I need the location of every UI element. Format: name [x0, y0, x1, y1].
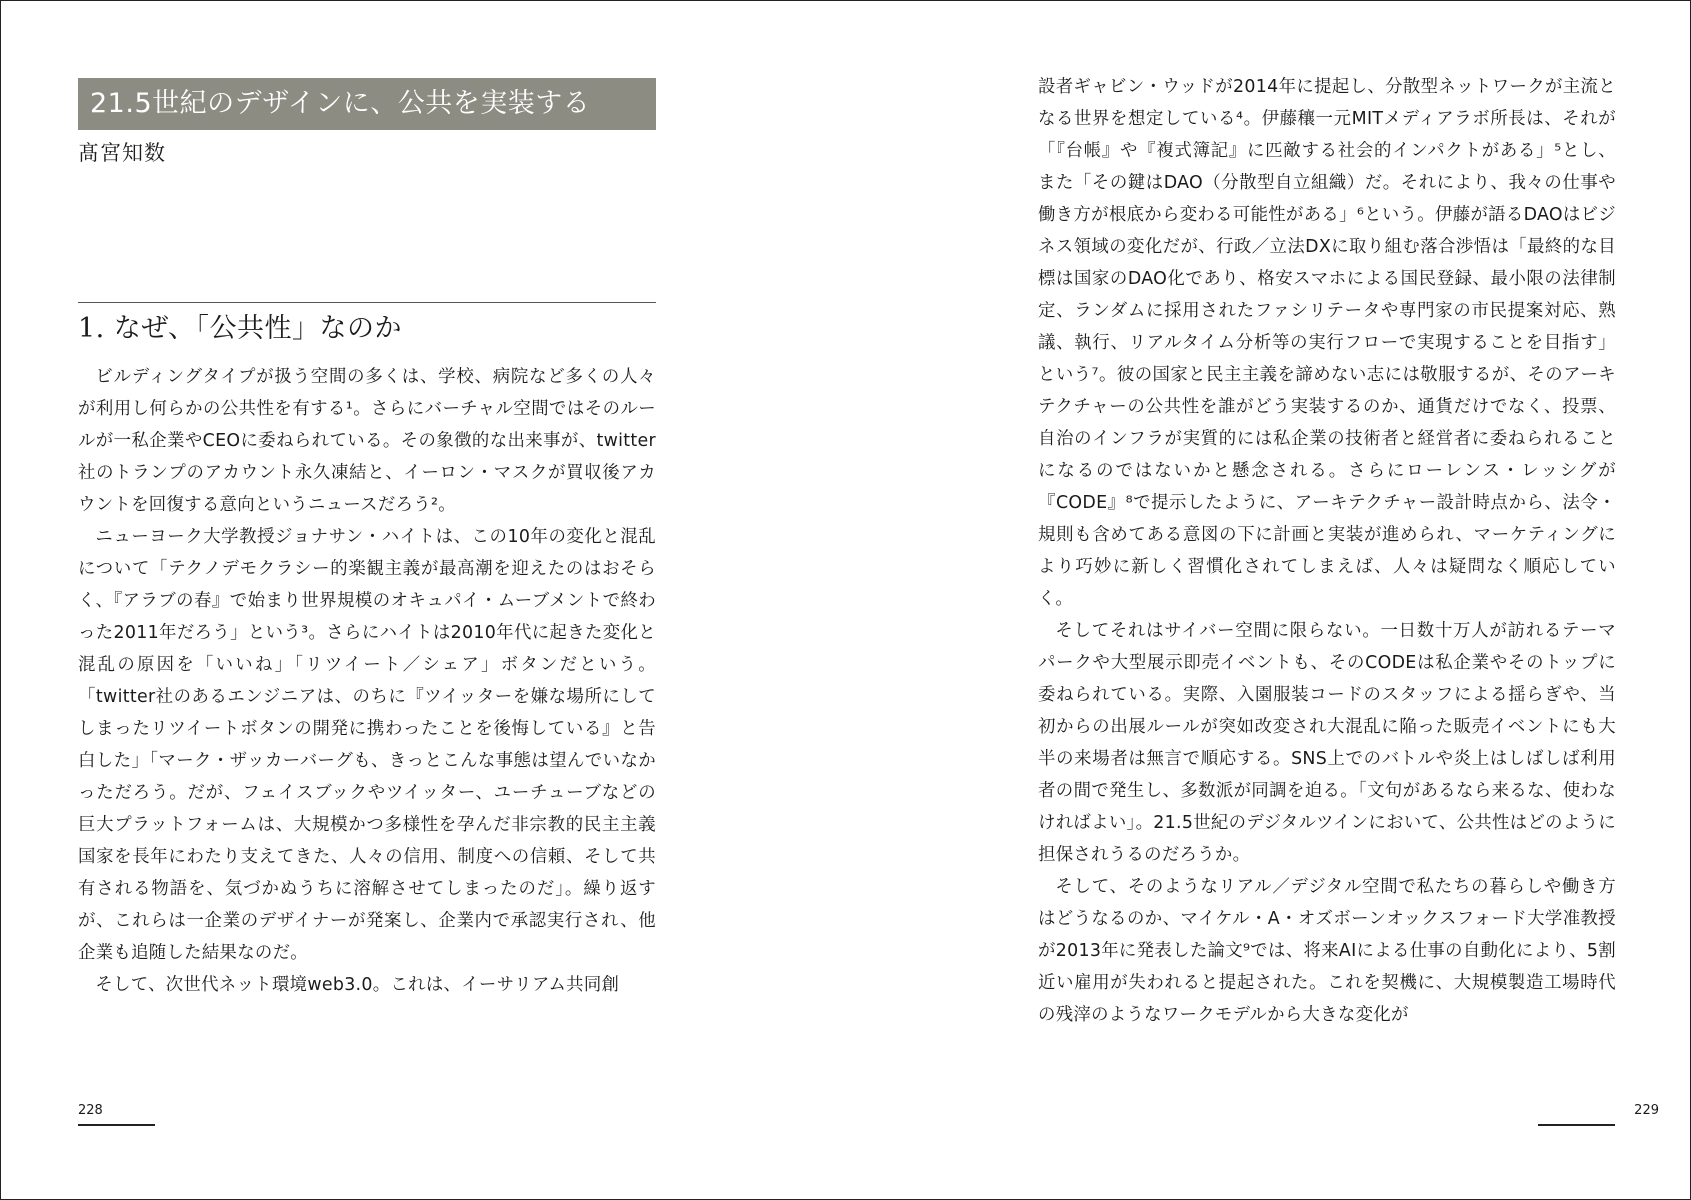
section-heading: 1. なぜ、「公共性」なのか: [78, 313, 403, 344]
author-name: 髙宮知数: [78, 141, 166, 165]
page-number-rule: [78, 1124, 155, 1126]
section-divider: [78, 302, 656, 303]
paragraph: そして、そのようなリアル／デジタル空間で私たちの暮らしや働き方はどうなるのか、マイケル・A・オズボーンオックスフォード大学准教授が2013年に発表した論文⁹では、将来AIによる仕事の自動化により、5割近い雇用が失われると提起された。これを契機に、大規模製造工場時代の残滓のようなワークモデルから大きな変化が: [1038, 877, 1616, 1025]
right-body-text: [1038, 71, 1616, 1031]
paragraph-continuation: 設者ギャビン・ウッドが2014年に提起し、分散型ネットワークが主流となる世界を想定している⁴。伊藤穰一元MITメディアラボ所長は、それが「『台帳』や『複式簿記』に匹敵する社会的インパクトがある」⁵とし、また「その鍵はDAO（分散型自立組織）だ。それにより、我々の仕事や働き方が根底から変わる可能性がある」⁶という。伊藤が語るDAOはビジネス領域の変化だが、行政／立法DXに取り組む落合渉悟は「最終的な目標は国家のDAO化であり、格安スマホによる国民登録、最小限の法律制定、ランダムに採用されたファシリテータや専門家の市民提案対応、熟議、執行、リアルタイム分析等の実行フローで実現することを目指す」という⁷。彼の国家と民主主義を諦めない志には敬服するが、そのアーキテクチャーの公共性を誰がどう実装するのか、通貨だけでなく、投票、自治のインフラが実質的には私企業の技術者と経営者に委ねられることになるのではないかと懸念される。さらにローレンス・レッシグが『CODE』⁸で提示したように、アーキテクチャー設計時点から、法令・規則も含めてある意図の下に計画と実装が進められ、マーケティングにより巧妙に新しく習慣化されてしまえば、人々は疑問なく順応していく。: [1038, 77, 1616, 609]
chapter-title: 21.5世紀のデザインに、公共を実装する: [78, 78, 656, 130]
paragraph: ニューヨーク大学教授ジョナサン・ハイトは、この10年の変化と混乱について「テクノデモクラシー的楽観主義が最高潮を迎えたのはおそらく、『アラブの春』で始まり世界規模のオキュパイ・ムーブメントで終わった2011年だろう」という³。さらにハイトは2010年代に起きた変化と混乱の原因を「いいね」「リツイート／シェア」ボタンだという。「twitter社のあるエンジニアは、のちに『ツイッターを嫌な場所にしてしまったリツイートボタンの開発に携わったことを後悔している』と告白した」「マーク・ザッカーバーグも、きっとこんな事態は望んでいなかっただろう。だが、フェイスブックやツイッター、ユーチューブなどの巨大プラットフォームは、大規模かつ多様性を孕んだ非宗教的民主主義国家を長年にわたり支えてきた、人々の信用、制度への信頼、そして共有される物語を、気づかぬうちに溶解させてしまったのだ」。繰り返すが、これらは一企業のデザイナーが発案し、企業内で承認実行され、他企業も追随した結果なのだ。: [78, 527, 656, 963]
paragraph: そして、次世代ネット環境web3.0。これは、イーサリアム共同創: [95, 975, 620, 995]
page-number: 228: [78, 1103, 103, 1118]
paragraph: そしてそれはサイバー空間に限らない。一日数十万人が訪れるテーマパークや大型展示即売イベントも、そのCODEは私企業やそのトップに委ねられている。実際、入園服装コードのスタッフによる揺らぎや、当初からの出展ルールが突如改変され大混乱に陥った販売イベントにも大半の来場者は無言で順応する。SNS上でのバトルや炎上はしばしば利用者の間で発生し、多数派が同調を迫る。「文句があるなら来るな、使わなければよい」。21.5世紀のデジタルツインにおいて、公共性はどのように担保されうるのだろうか。: [1038, 621, 1616, 865]
right-page: [846, 1, 1690, 1199]
page-number: 229: [1634, 1103, 1659, 1118]
left-body-text: [78, 361, 656, 1001]
left-page: [1, 1, 846, 1199]
paragraph: ビルディングタイプが扱う空間の多くは、学校、病院など多くの人々が利用し何らかの公共性を有する¹。さらにバーチャル空間ではそのルールが一私企業やCEOに委ねられている。その象徴的な出来事が、twitter社のトランプのアカウント永久凍結と、イーロン・マスクが買収後アカウントを回復する意向というニュースだろう²。: [78, 367, 656, 515]
page-number-rule: [1538, 1124, 1615, 1126]
